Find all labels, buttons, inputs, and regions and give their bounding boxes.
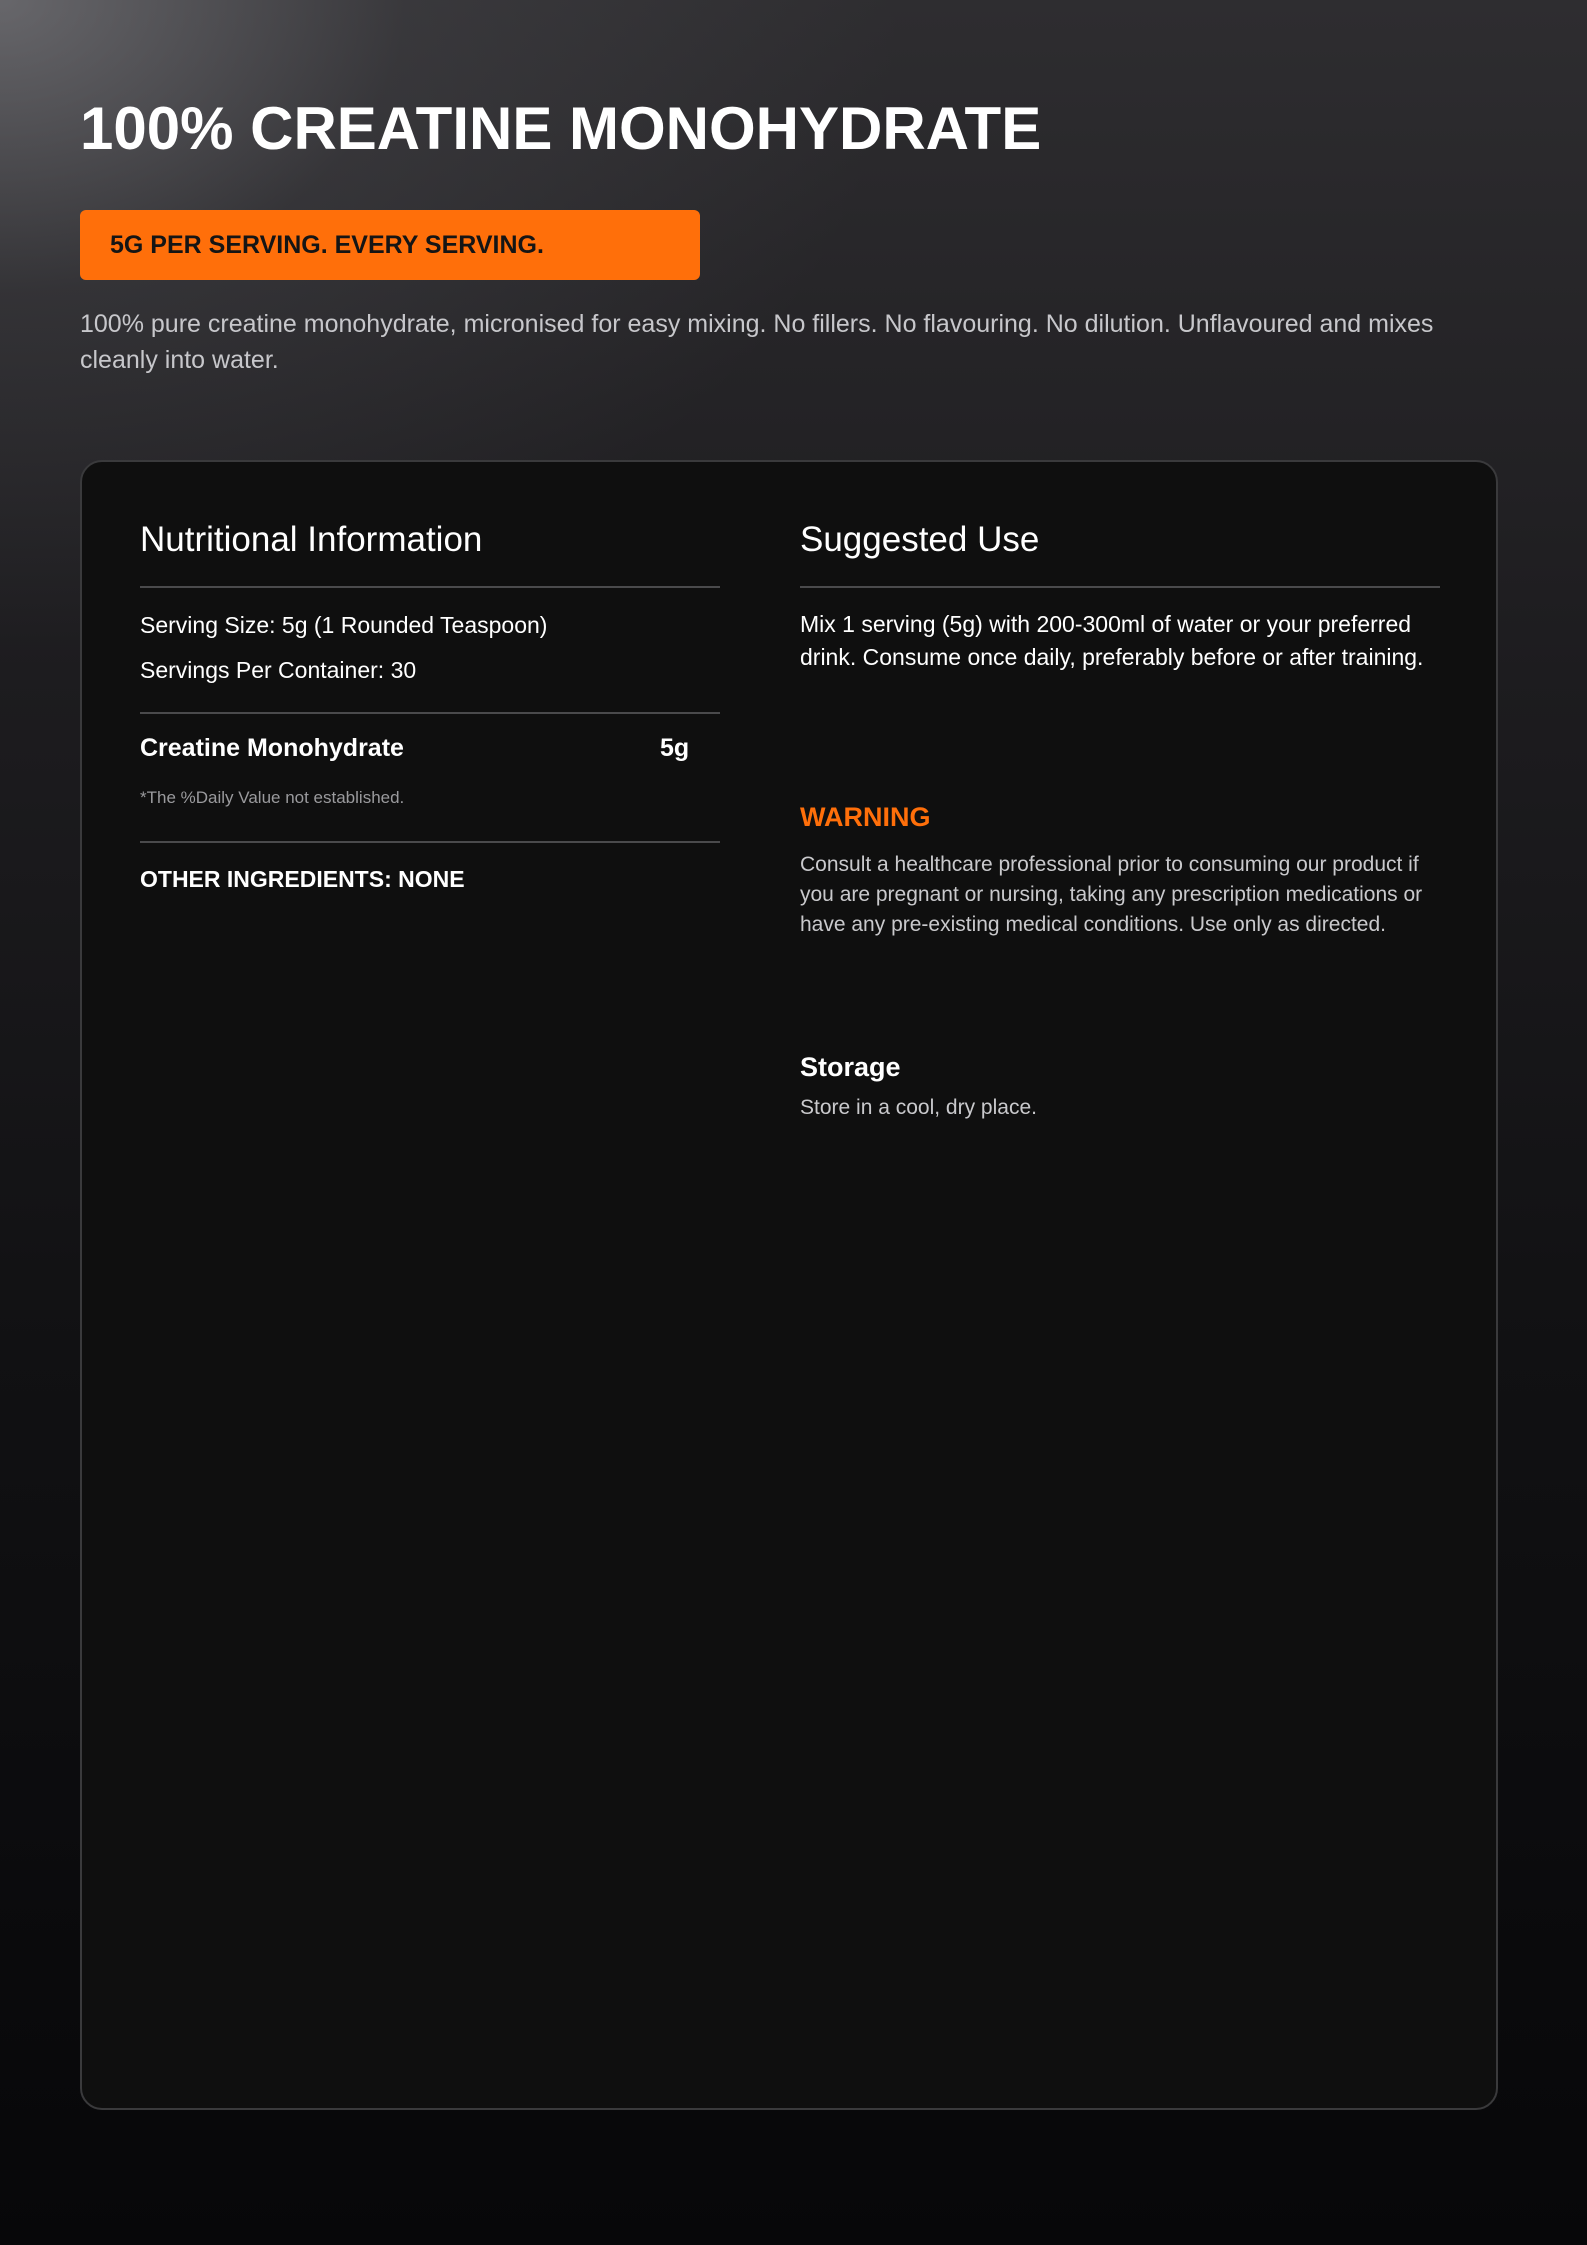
nutrition-heading-divider — [140, 586, 720, 588]
product-title: 100% CREATINE MONOHYDRATE — [80, 95, 1042, 162]
warning-heading: WARNING — [800, 802, 931, 832]
warning-text: Consult a healthcare professional prior to consuming our product if you are pregnant or nursing, taking any prescription medications or have any pre-existing medical conditions. Use only as directed. — [800, 853, 1423, 936]
nutrition-heading: Nutritional Information — [140, 520, 483, 559]
serving-badge-text: 5G PER SERVING. EVERY SERVING. — [110, 230, 544, 259]
info-panel — [80, 460, 1498, 2110]
product-label-page — [80, 0, 1498, 2245]
daily-value-footnote: *The %Daily Value not established. — [140, 788, 405, 807]
suggested-use-heading: Suggested Use — [800, 520, 1040, 559]
nutrition-facts-divider — [140, 712, 720, 714]
product-description: 100% pure creatine monohydrate, micronised for easy mixing. No fillers. No flavouring. No dilution. Unflavoured and mixes cleanly into water. — [80, 310, 1434, 374]
storage-heading: Storage — [800, 1052, 901, 1082]
nutrient-amount: 5g — [660, 734, 690, 762]
servings-per-container: Servings Per Container: 30 — [140, 657, 417, 683]
ingredients-divider — [140, 841, 720, 843]
suggested-use-divider — [800, 586, 1440, 588]
serving-badge — [80, 210, 700, 280]
suggested-use-text: Mix 1 serving (5g) with 200-300ml of water or your preferred drink. Consume once daily, preferably before or after training. — [800, 611, 1424, 670]
nutrient-name: Creatine Monohydrate — [140, 734, 404, 762]
other-ingredients: OTHER INGREDIENTS: NONE — [140, 866, 465, 892]
serving-size: Serving Size: 5g (1 Rounded Teaspoon) — [140, 612, 548, 638]
storage-text: Store in a cool, dry place. — [800, 1096, 1037, 1119]
